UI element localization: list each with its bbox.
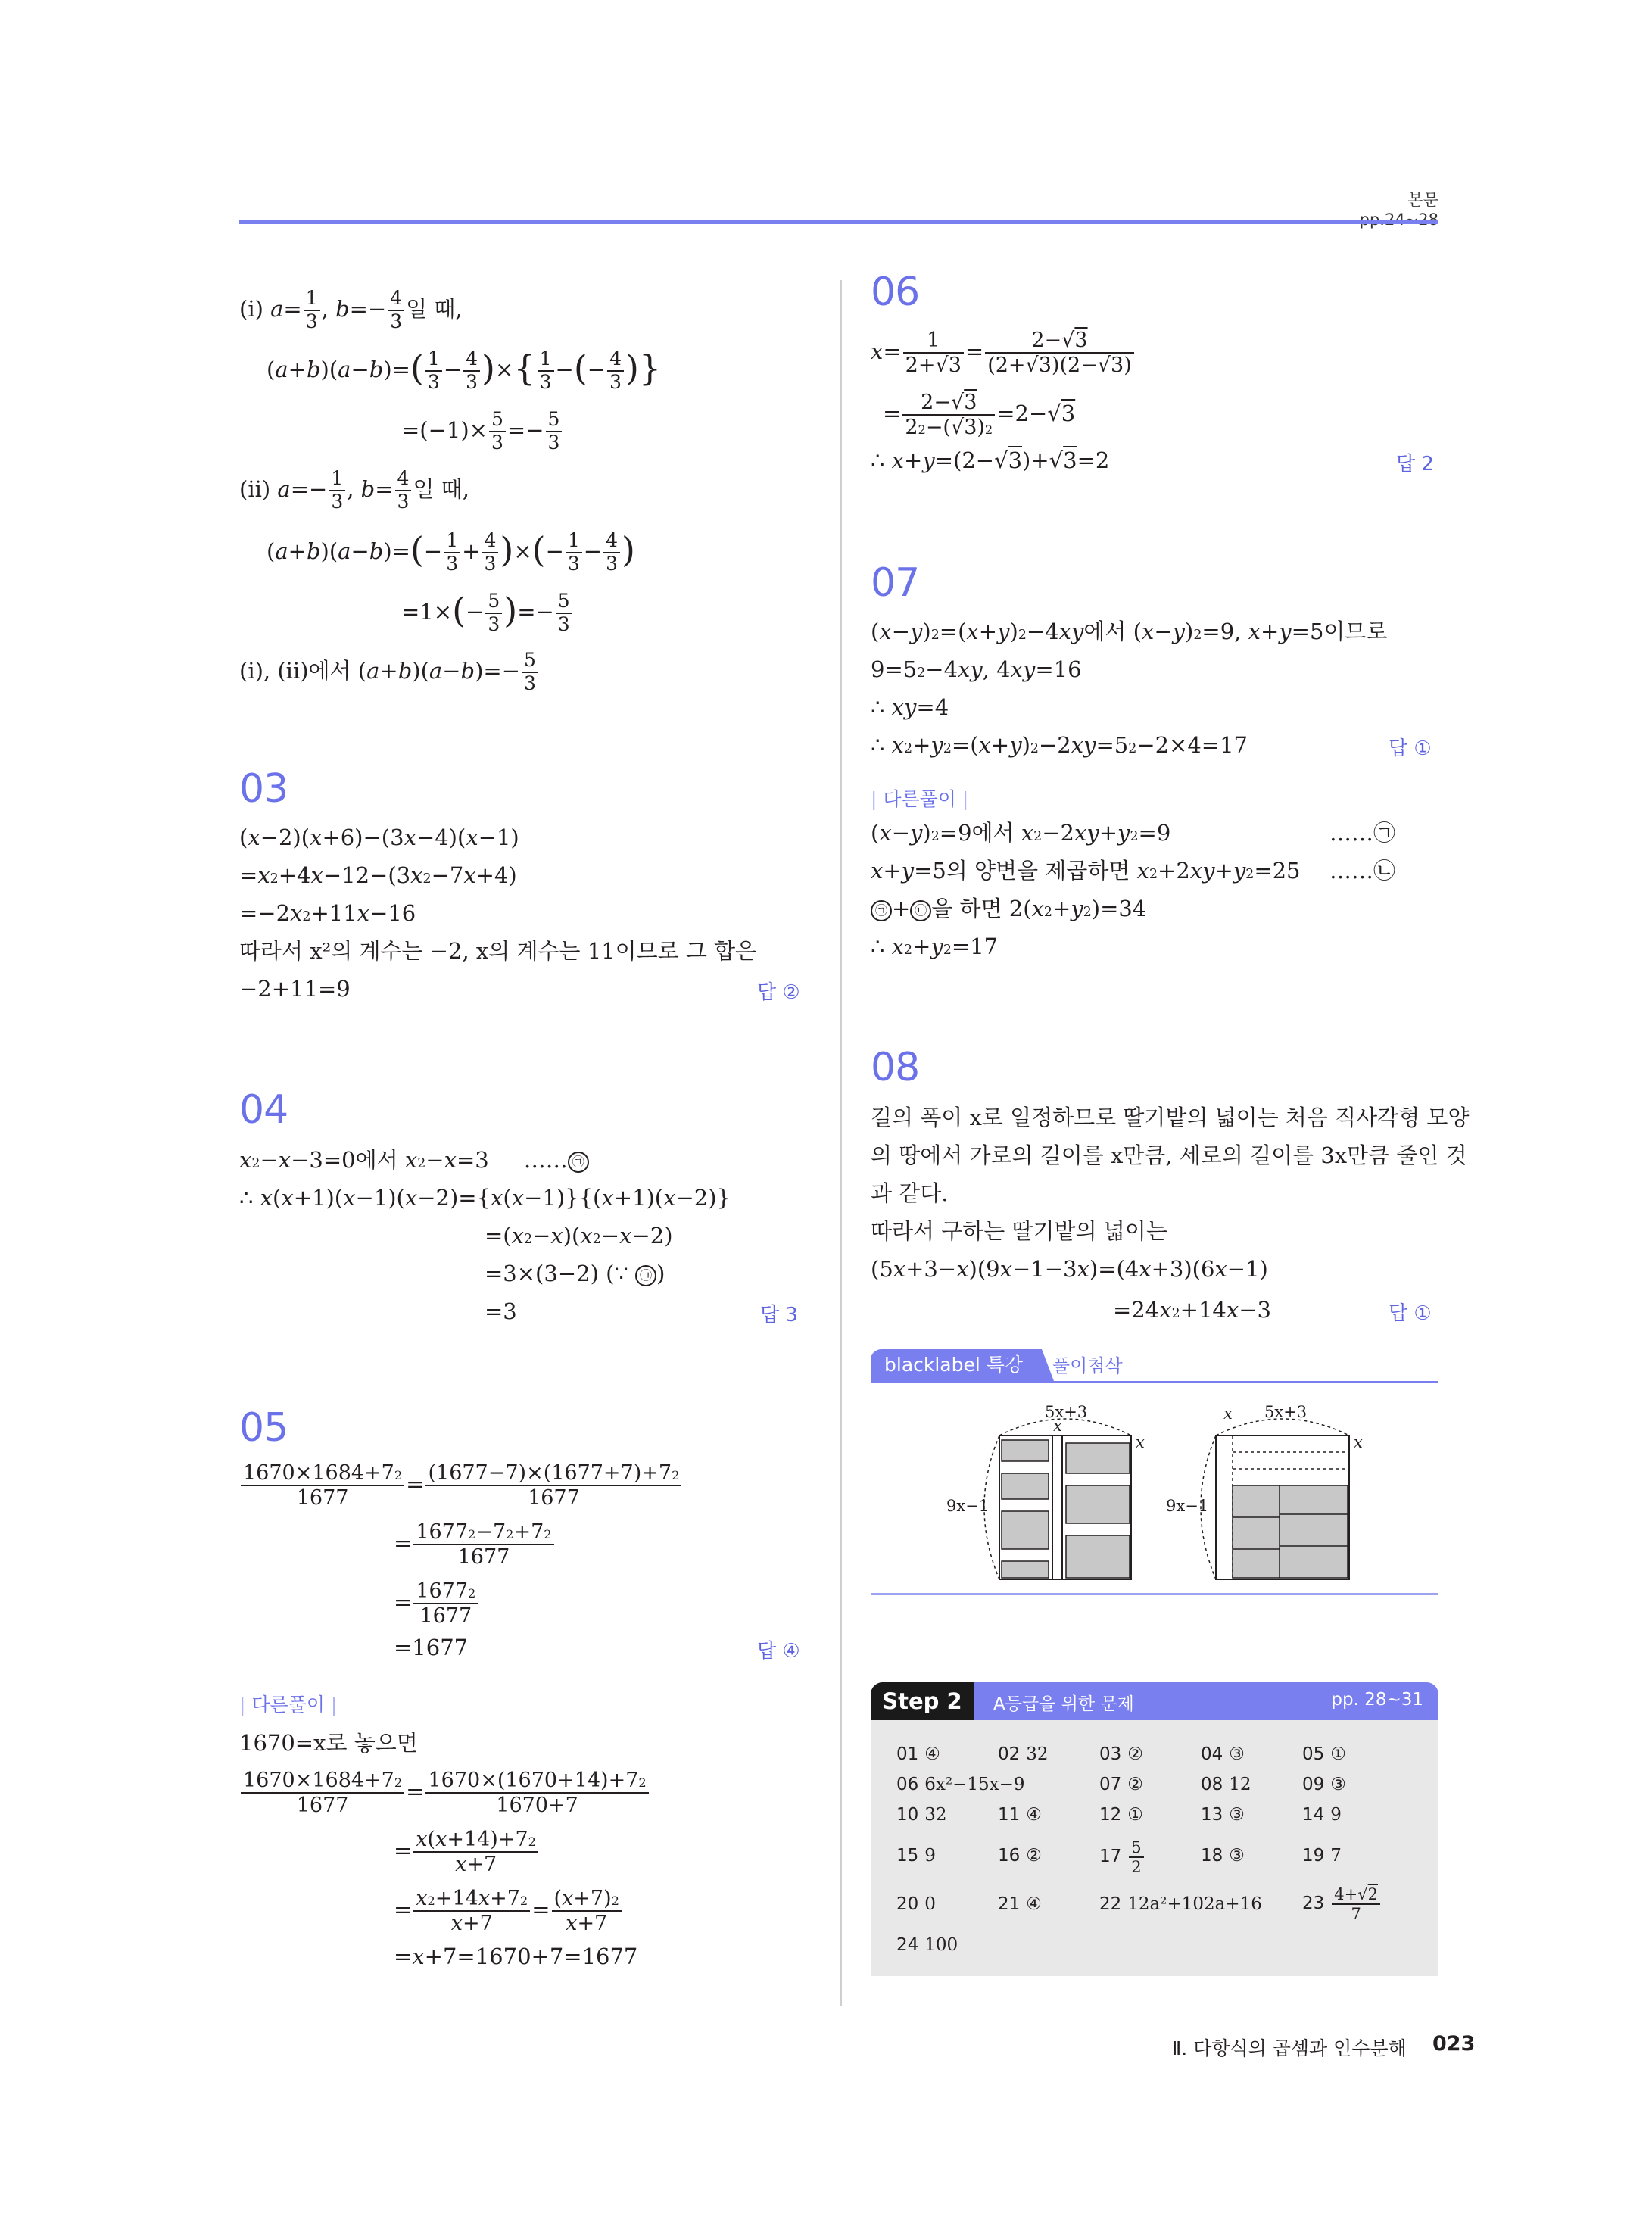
p07-alt-line3: ㉠ + ㉡ 을 하면 $2(x^2+y^2)=34$ (871, 893, 1146, 924)
step2-answer-23: 23 $\frac{4+√2}{7}$ (1302, 1885, 1382, 1923)
p02-case2: (ⅱ) a=− $\frac{1}{3}$ , b= $\frac{4}{3}$ 일 때, (239, 467, 469, 513)
page-range: 본문 (1407, 191, 1438, 209)
p08-eq2: $=24x^2+14x-3$ (1113, 1297, 1271, 1323)
figure-right-side-label: 9x−1 (1166, 1497, 1209, 1515)
p05-alt-line1: 1670=x로 놓으면 (239, 1730, 418, 1756)
p07-alt-marker2: ……㉡ (1329, 858, 1396, 884)
p03-number: 03 (239, 766, 288, 812)
step2-answer-08: 08 12 (1201, 1775, 1251, 1794)
figure-left-side-label: 9x−1 (946, 1497, 990, 1515)
step2-answer-03: 03 ② (1099, 1744, 1143, 1764)
step2-answer-15: 15 9 (896, 1846, 936, 1866)
p06-line1: x= $\frac{1}{2+√3}$ = $\frac{2-√3}{(2+√3)(2-√3)}$ (871, 329, 1136, 377)
p06-number: 06 (871, 270, 920, 315)
footer-page-number: 023 (1432, 2032, 1476, 2056)
p05-line1: $\frac{1670\times 1684+7^2}{1677}$ = $\frac{(1677-7)\times(1677+7)+7^2}{1677}$ (239, 1461, 683, 1510)
step2-pages: pp. 28∼31 (1331, 1690, 1423, 1710)
p04-line5: =3 (485, 1298, 517, 1324)
p02-conclusion: (ⅰ), (ⅱ)에서 (a+b)(a−b)=− $\frac{5}{3}$ (239, 650, 540, 695)
p03-line2: $=x^2+4x-12-(3x^2-7x+4)$ (239, 862, 517, 888)
p05-alt-line3: = $\frac{x(x+14)+7^2}{x+7}$ (394, 1828, 540, 1876)
step2-answer-12: 12 ① (1099, 1805, 1143, 1825)
p02-case2-eq2: =1×(− $\frac{5}{3}$ )=− $\frac{5}{3}$ (401, 591, 574, 636)
p06-line2: = $\frac{2-√3}{2^2-(√3)^2}$ =2−√3 (883, 391, 1076, 440)
figure-left-top-label: 5x+3 (1045, 1403, 1088, 1421)
p05-number: 05 (239, 1405, 288, 1451)
p03-line5: −2+11=9 (239, 976, 351, 1002)
p02-case1-eq2: =(−1)× $\frac{5}{3}$ =− $\frac{5}{3}$ (401, 409, 563, 454)
step2-answer-16: 16 ② (998, 1846, 1042, 1866)
p06-answer: 답 2 (1396, 453, 1434, 475)
step2-answer-24: 24 100 (896, 1935, 958, 1955)
step2-answer-09: 09 ③ (1302, 1775, 1346, 1794)
step2-answer-19: 19 7 (1302, 1846, 1342, 1866)
p07-line4: ∴ $x^2+y^2=(x+y)^2-2xy=5^2-2\times 4=17$ (871, 732, 1248, 758)
figure-left (984, 1419, 1131, 1579)
step2-answer-05: 05 ① (1302, 1744, 1346, 1764)
special-tab-bottom-rule (871, 1593, 1438, 1595)
special-tab-sub: 풀이첨삭 (1052, 1355, 1123, 1376)
special-tab-label: blacklabel 특강 (871, 1349, 1033, 1381)
step2-answer-06: 06 6x²−15x−9 (896, 1775, 1025, 1794)
p07-alt-line1: $(x-y)^2=9$에서 $x^2-2xy+y^2=9$ (871, 820, 1171, 846)
p03-line3: $=-2x^2+11x-16$ (239, 900, 416, 926)
p08-number: 08 (871, 1045, 920, 1090)
figure-left-x-side: x (1136, 1433, 1145, 1451)
step2-answer-07: 07 ② (1099, 1775, 1143, 1794)
step2-answer-01: 01 ④ (896, 1744, 940, 1764)
step2-answer-21: 21 ④ (998, 1894, 1042, 1914)
p05-line3: = $\frac{1677^2}{1677}$ (394, 1579, 479, 1628)
p04-line1: $x^2-x-3=0$에서 $x^2-x=3$ …… ㉠ (239, 1145, 589, 1175)
step2-answer-20: 20 0 (896, 1894, 936, 1914)
p03-line1: (x−2)(x+6)−(3x−4)(x−1) (239, 824, 519, 850)
p04-answer: 답 3 (760, 1304, 798, 1326)
p08-text1: 길의 폭이 x로 일정하므로 딸기밭의 넓이는 처음 직사각형 모양 (871, 1105, 1470, 1130)
p05-alt-line5: =x+7=1670+7=1677 (394, 1944, 638, 1969)
p07-answer: 답 ① (1389, 737, 1432, 760)
p08-text4: 따라서 구하는 딸기밭의 넓이는 (871, 1218, 1167, 1244)
step2-answer-13: 13 ③ (1201, 1805, 1245, 1825)
p03-answer: 답 ② (757, 981, 800, 1004)
step2-answer-17: 17 $\frac{5}{2}$ (1099, 1838, 1145, 1876)
p08-text2: 의 땅에서 가로의 길이를 x만큼, 세로의 길이를 3x만큼 줄인 것 (871, 1142, 1467, 1168)
p07-number: 07 (871, 560, 920, 606)
step2-answer-04: 04 ③ (1201, 1744, 1245, 1764)
step2-answer-14: 14 9 (1302, 1805, 1342, 1825)
step2-answer-02: 02 32 (998, 1744, 1049, 1764)
p07-alt-label: | 다른풀이 | (871, 788, 969, 810)
p05-answer: 답 ④ (757, 1640, 800, 1663)
figure-right-top-label: 5x+3 (1264, 1403, 1308, 1421)
p07-line1: $(x-y)^2=(x+y)^2-4xy$에서 $(x-y)^2=9$, x+y=5이므로 (871, 619, 1388, 644)
p05-alt-label: | 다른풀이 | (239, 1694, 338, 1716)
p05-line4: =1677 (394, 1635, 469, 1660)
figure-left-x-top: x (1053, 1417, 1062, 1435)
figure-right (1201, 1419, 1349, 1579)
special-tab-rule (871, 1381, 1438, 1383)
header-rule (239, 220, 1438, 224)
figure-right-x-top: x (1223, 1404, 1233, 1423)
p07-alt-line4: ∴ $x^2+y^2=17$ (871, 934, 999, 959)
p03-line4: 따라서 x²의 계수는 −2, x의 계수는 11이므로 그 합은 (239, 938, 757, 964)
step2-box (871, 1682, 1438, 1976)
p02-case1: (ⅰ) a= $\frac{1}{3}$ , b=− $\frac{4}{3}$ 일 때, (239, 287, 463, 332)
p04-line4: =3×(3−2) (∵ ㉠ ) (485, 1261, 665, 1286)
p07-line3: ∴ xy=4 (871, 694, 949, 720)
p08-answer: 답 ① (1389, 1302, 1432, 1325)
step2-answer-10: 10 32 (896, 1805, 947, 1825)
p05-line2: = $\frac{1677^2-7^2+7^2}{1677}$ (394, 1520, 556, 1569)
p05-alt-line4: = $\frac{x^2+14x+7^2}{x+7}$ = $\frac{(x+7)^2}{x+7}$ (394, 1887, 623, 1935)
p02-case1-eq1: (a+b)(a−b)=( $\frac{1}{3}$ − $\frac{4}{3}$ )×{ $\frac{1}{3}$ −(− $\frac{4}{3}$ )} (267, 347, 662, 393)
p07-line2: $9=5^2-4xy$, 4xy=16 (871, 656, 1082, 682)
step2-badge: Step 2 (871, 1682, 974, 1720)
footer-chapter: Ⅱ. 다항식의 곱셈과 인수분해 (1172, 2037, 1407, 2059)
figure-right-x-side: x (1354, 1433, 1363, 1451)
step2-title: A등급을 위한 문제 (993, 1694, 1134, 1714)
p06-line3: ∴ x+y=(2−√3)+√3=2 (871, 447, 1110, 473)
p04-line3: $=(x^2-x)(x^2-x-2)$ (485, 1223, 673, 1248)
p08-eq1: (5x+3−x)(9x−1−3x)=(4x+3)(6x−1) (871, 1256, 1268, 1282)
p07-alt-line2: x+y=5의 양변을 제곱하면 $x^2+2xy+y^2=25$ (871, 858, 1301, 884)
p02-case2-eq1: (a+b)(a−b)=(− $\frac{1}{3}$ + $\frac{4}{3}$ )×(− $\frac{1}{3}$ − $\frac{4}{3}$ ) (267, 528, 635, 575)
p04-number: 04 (239, 1087, 288, 1133)
p08-text3: 과 같다. (871, 1180, 949, 1206)
p05-alt-line2: $\frac{1670\times 1684+7^2}{1677}$ = $\frac{1670\times(1670+14)+7^2}{1670+7}$ (239, 1769, 650, 1817)
column-divider (840, 280, 842, 2006)
p07-alt-marker1: ……㉠ (1329, 820, 1396, 846)
step2-answer-22: 22 12a²+102a+16 (1099, 1894, 1262, 1914)
step2-answer-18: 18 ③ (1201, 1846, 1245, 1866)
strawberry-field-figure (946, 1395, 1401, 1584)
step2-answer-11: 11 ④ (998, 1805, 1042, 1825)
p04-line2: ∴ x(x+1)(x−1)(x−2)={x(x−1)}{(x+1)(x−2)} (239, 1185, 731, 1211)
